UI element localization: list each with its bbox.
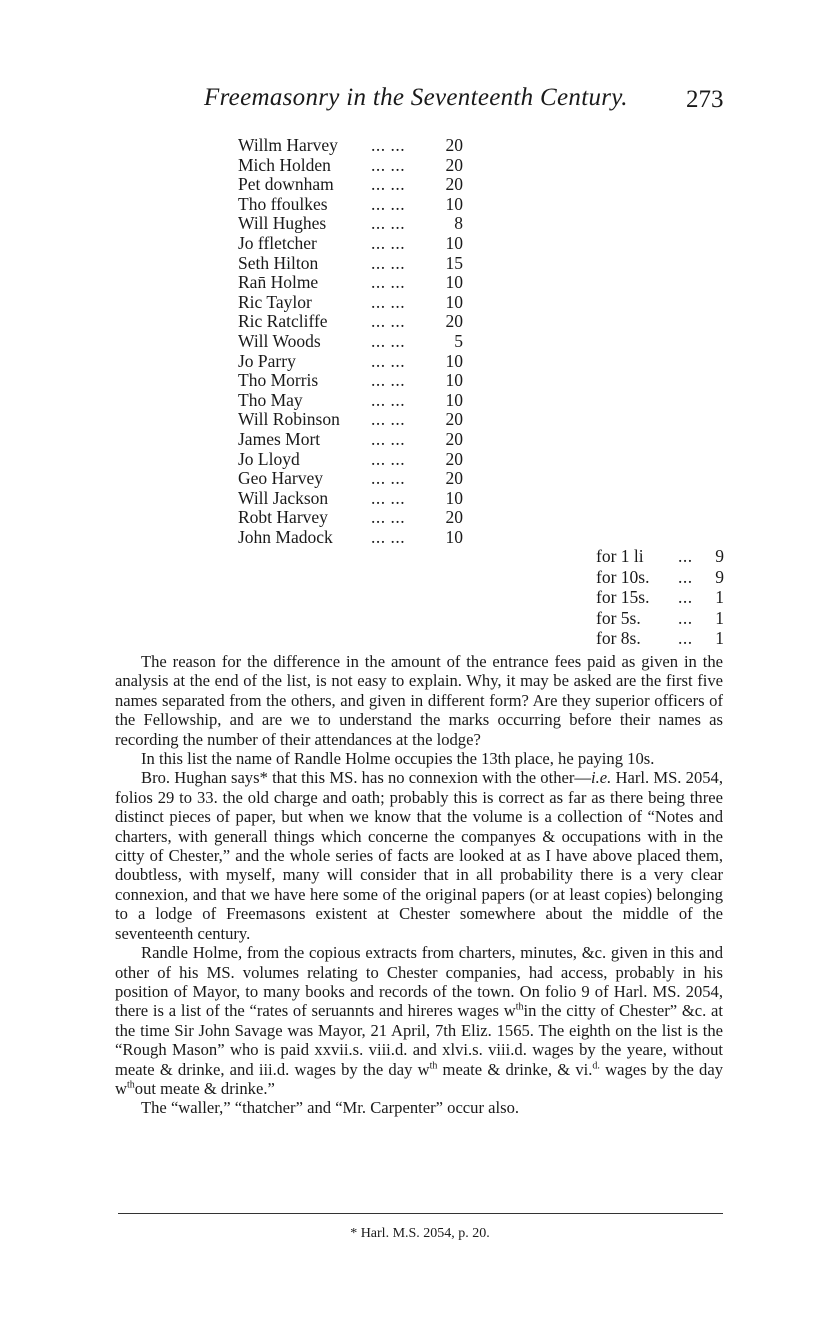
- footnote: * Harl. M.S. 2054, p. 20.: [350, 1226, 490, 1241]
- member-name: Mich Holden: [238, 154, 331, 175]
- member-name: Tho May: [238, 389, 303, 410]
- summary-row: [596, 546, 726, 567]
- superscript: th: [429, 1060, 438, 1071]
- text-run: wages by the day w: [115, 1059, 723, 1098]
- fee-count: 1: [715, 587, 724, 607]
- member-name: Tho Morris: [238, 370, 319, 391]
- fee-amount: 10: [445, 370, 463, 391]
- fee-amount: 10: [445, 193, 463, 214]
- list-row: [238, 391, 478, 411]
- paragraph: [115, 943, 723, 1098]
- fee-count: 1: [715, 628, 724, 648]
- fee-amount: 20: [445, 311, 463, 332]
- list-row: [238, 175, 478, 195]
- list-row: [238, 234, 478, 254]
- member-name: John Madock: [238, 526, 333, 547]
- text-run: Bro. Hughan says* that this MS. has no connexion with the other—: [141, 768, 591, 788]
- member-name: Will Robinson: [238, 409, 340, 430]
- fee-label: for 15s.: [596, 587, 650, 607]
- fee-amount: 10: [445, 389, 463, 410]
- member-name: Pet downham: [238, 174, 334, 195]
- fee-amount: 20: [445, 409, 463, 430]
- leader-dots: ... ...: [371, 193, 406, 214]
- list-row: [238, 136, 478, 156]
- leader-dots: ... ...: [371, 291, 406, 312]
- leader-dots: ... ...: [371, 174, 406, 195]
- leader-dots: ... ...: [371, 468, 406, 489]
- list-row: [238, 254, 478, 274]
- summary-row: [596, 628, 726, 649]
- fee-amount: 20: [445, 507, 463, 528]
- leader-dots: ... ...: [371, 350, 406, 371]
- fee-amount: 20: [445, 174, 463, 195]
- page-number: 273: [686, 86, 724, 113]
- member-name: Geo Harvey: [238, 468, 324, 489]
- fee-amount: 8: [454, 213, 463, 234]
- superscript: d.: [592, 1060, 600, 1071]
- fee-label: for 8s.: [596, 628, 641, 648]
- fee-amount: 20: [445, 135, 463, 155]
- leader-dots: ...: [678, 607, 693, 628]
- italic-text: i.e.: [591, 768, 612, 788]
- fee-amount: 10: [445, 350, 463, 371]
- body-text: [115, 652, 723, 1118]
- fee-amount: 10: [445, 526, 463, 547]
- fee-summary: [596, 546, 726, 649]
- leader-dots: ...: [678, 628, 693, 648]
- paragraph: In this list the name of Randle Holme occupies the 13th place, he paying 10s.: [141, 749, 655, 769]
- summary-row: [596, 587, 726, 608]
- list-row: [238, 528, 478, 548]
- fee-amount: 20: [445, 468, 463, 489]
- summary-row: [596, 608, 726, 629]
- text-run: in the citty of Chester” &c. at the time Sir John Savage was Mayor, 21 April, 7th Eliz. 1565. The eighth on the list is the “Rough Mason” who is paid xxvii.s. viii.d. and xlvi.s. viii.d. wages by the yeare, without meate & drinke, and iii.d. wages by the day w: [115, 1001, 723, 1079]
- superscript: th: [515, 1001, 524, 1013]
- member-name: Will Jackson: [238, 487, 329, 508]
- fee-amount: 20: [445, 428, 463, 449]
- leader-dots: ... ...: [371, 252, 406, 273]
- list-row: [238, 156, 478, 176]
- leader-dots: ... ...: [371, 135, 406, 155]
- member-name: Will Hughes: [238, 213, 327, 234]
- list-row: [238, 489, 478, 509]
- leader-dots: ...: [678, 566, 693, 587]
- member-name: Jo Lloyd: [238, 448, 300, 469]
- list-row: [238, 195, 478, 215]
- summary-row: [596, 567, 726, 588]
- paragraph: The “waller,” “thatcher” and “Mr. Carpenter” occur also.: [141, 1098, 520, 1118]
- list-row: [238, 410, 478, 430]
- leader-dots: ... ...: [371, 330, 406, 351]
- text-run: Harl. MS. 2054, folios 29 to 33. the old charge and oath; probably this is correct as far as there being three distinct pieces of paper, but when we know that the volume is a collection of “Notes and charters, with generall things which concerne the companyes & occupations with in the citty of Chester,” and the whole series of facts are looked at as I have above placed them, doubtless, with myself, many will consider that in all probability there is a very clear connexion, and that we have here some of the original papers (or at least copies) belonging to a lodge of Freemasons existent at Chester somewhere about the middle of the seventeenth century.: [115, 768, 723, 943]
- fee-amount: 10: [445, 291, 463, 312]
- member-name: James Mort: [238, 428, 321, 449]
- member-list: [238, 136, 478, 547]
- member-name: Tho ffoulkes: [238, 193, 328, 214]
- fee-label: for 10s.: [596, 566, 650, 587]
- member-name: Jo Parry: [238, 350, 296, 371]
- fee-count: 9: [715, 566, 724, 587]
- leader-dots: ...: [678, 587, 693, 607]
- member-name: Robt Harvey: [238, 507, 328, 528]
- leader-dots: ... ...: [371, 154, 406, 175]
- leader-dots: ... ...: [371, 428, 406, 449]
- member-name: Ran̄ Holme: [238, 272, 319, 293]
- text-run: Randle Holme, from the copious extracts from charters, minutes, &c. given in this and other of his MS. volumes relating to Chester companies, had access, probably in his position of Mayor, to many books and records of the town. On folio 9 of Harl. MS. 2054, there is a list of the “rates of seruannts and hireres wages w: [115, 943, 723, 1021]
- list-row: [238, 508, 478, 528]
- member-name: Jo ffletcher: [238, 232, 317, 253]
- member-name: Ric Ratcliffe: [238, 311, 328, 332]
- running-title: Freemasonry in the Seventeenth Century.: [204, 84, 628, 111]
- fee-count: 9: [715, 546, 724, 566]
- list-row: [238, 371, 478, 391]
- list-row: [238, 430, 478, 450]
- leader-dots: ... ...: [371, 311, 406, 332]
- fee-amount: 20: [445, 448, 463, 469]
- list-row: [238, 214, 478, 234]
- fee-amount: 15: [445, 252, 463, 273]
- member-name: Seth Hilton: [238, 252, 319, 273]
- fee-amount: 20: [445, 154, 463, 175]
- paragraph: [115, 768, 723, 943]
- fee-amount: 5: [454, 330, 463, 351]
- leader-dots: ... ...: [371, 487, 406, 508]
- list-row: [238, 312, 478, 332]
- list-row: [238, 273, 478, 293]
- list-row: [238, 469, 478, 489]
- fee-label: for 5s.: [596, 607, 641, 628]
- footnote-rule: [118, 1213, 723, 1214]
- text-run: meate & drinke, & vi.: [437, 1059, 593, 1079]
- leader-dots: ... ...: [371, 232, 406, 253]
- leader-dots: ... ...: [371, 448, 406, 469]
- list-row: [238, 293, 478, 313]
- leader-dots: ... ...: [371, 409, 406, 430]
- leader-dots: ... ...: [371, 526, 406, 547]
- leader-dots: ... ...: [371, 507, 406, 528]
- leader-dots: ... ...: [371, 213, 406, 234]
- fee-amount: 10: [445, 487, 463, 508]
- leader-dots: ... ...: [371, 370, 406, 391]
- fee-count: 1: [715, 607, 724, 628]
- fee-amount: 10: [445, 232, 463, 253]
- member-name: Will Woods: [238, 330, 321, 351]
- text-run: out meate & drinke.”: [134, 1078, 275, 1098]
- leader-dots: ... ...: [371, 389, 406, 410]
- leader-dots: ... ...: [371, 272, 406, 293]
- list-row: [238, 352, 478, 372]
- leader-dots: ...: [678, 546, 693, 566]
- list-row: [238, 450, 478, 470]
- member-name: Willm Harvey: [238, 135, 338, 155]
- superscript: th: [126, 1079, 135, 1091]
- paragraph: The reason for the difference in the amount of the entrance fees paid as given in the analysis at the end of the list, is not easy to explain. Why, it may be asked are the first five names separated from the others, and given in different form? Are they superior officers of the Fellowship, and are we to understand the marks occurring before their names as recording the number of their attendances at the lodge?: [115, 652, 723, 749]
- member-name: Ric Taylor: [238, 291, 312, 312]
- fee-amount: 10: [445, 272, 463, 293]
- list-row: [238, 332, 478, 352]
- fee-label: for 1 li: [596, 546, 644, 566]
